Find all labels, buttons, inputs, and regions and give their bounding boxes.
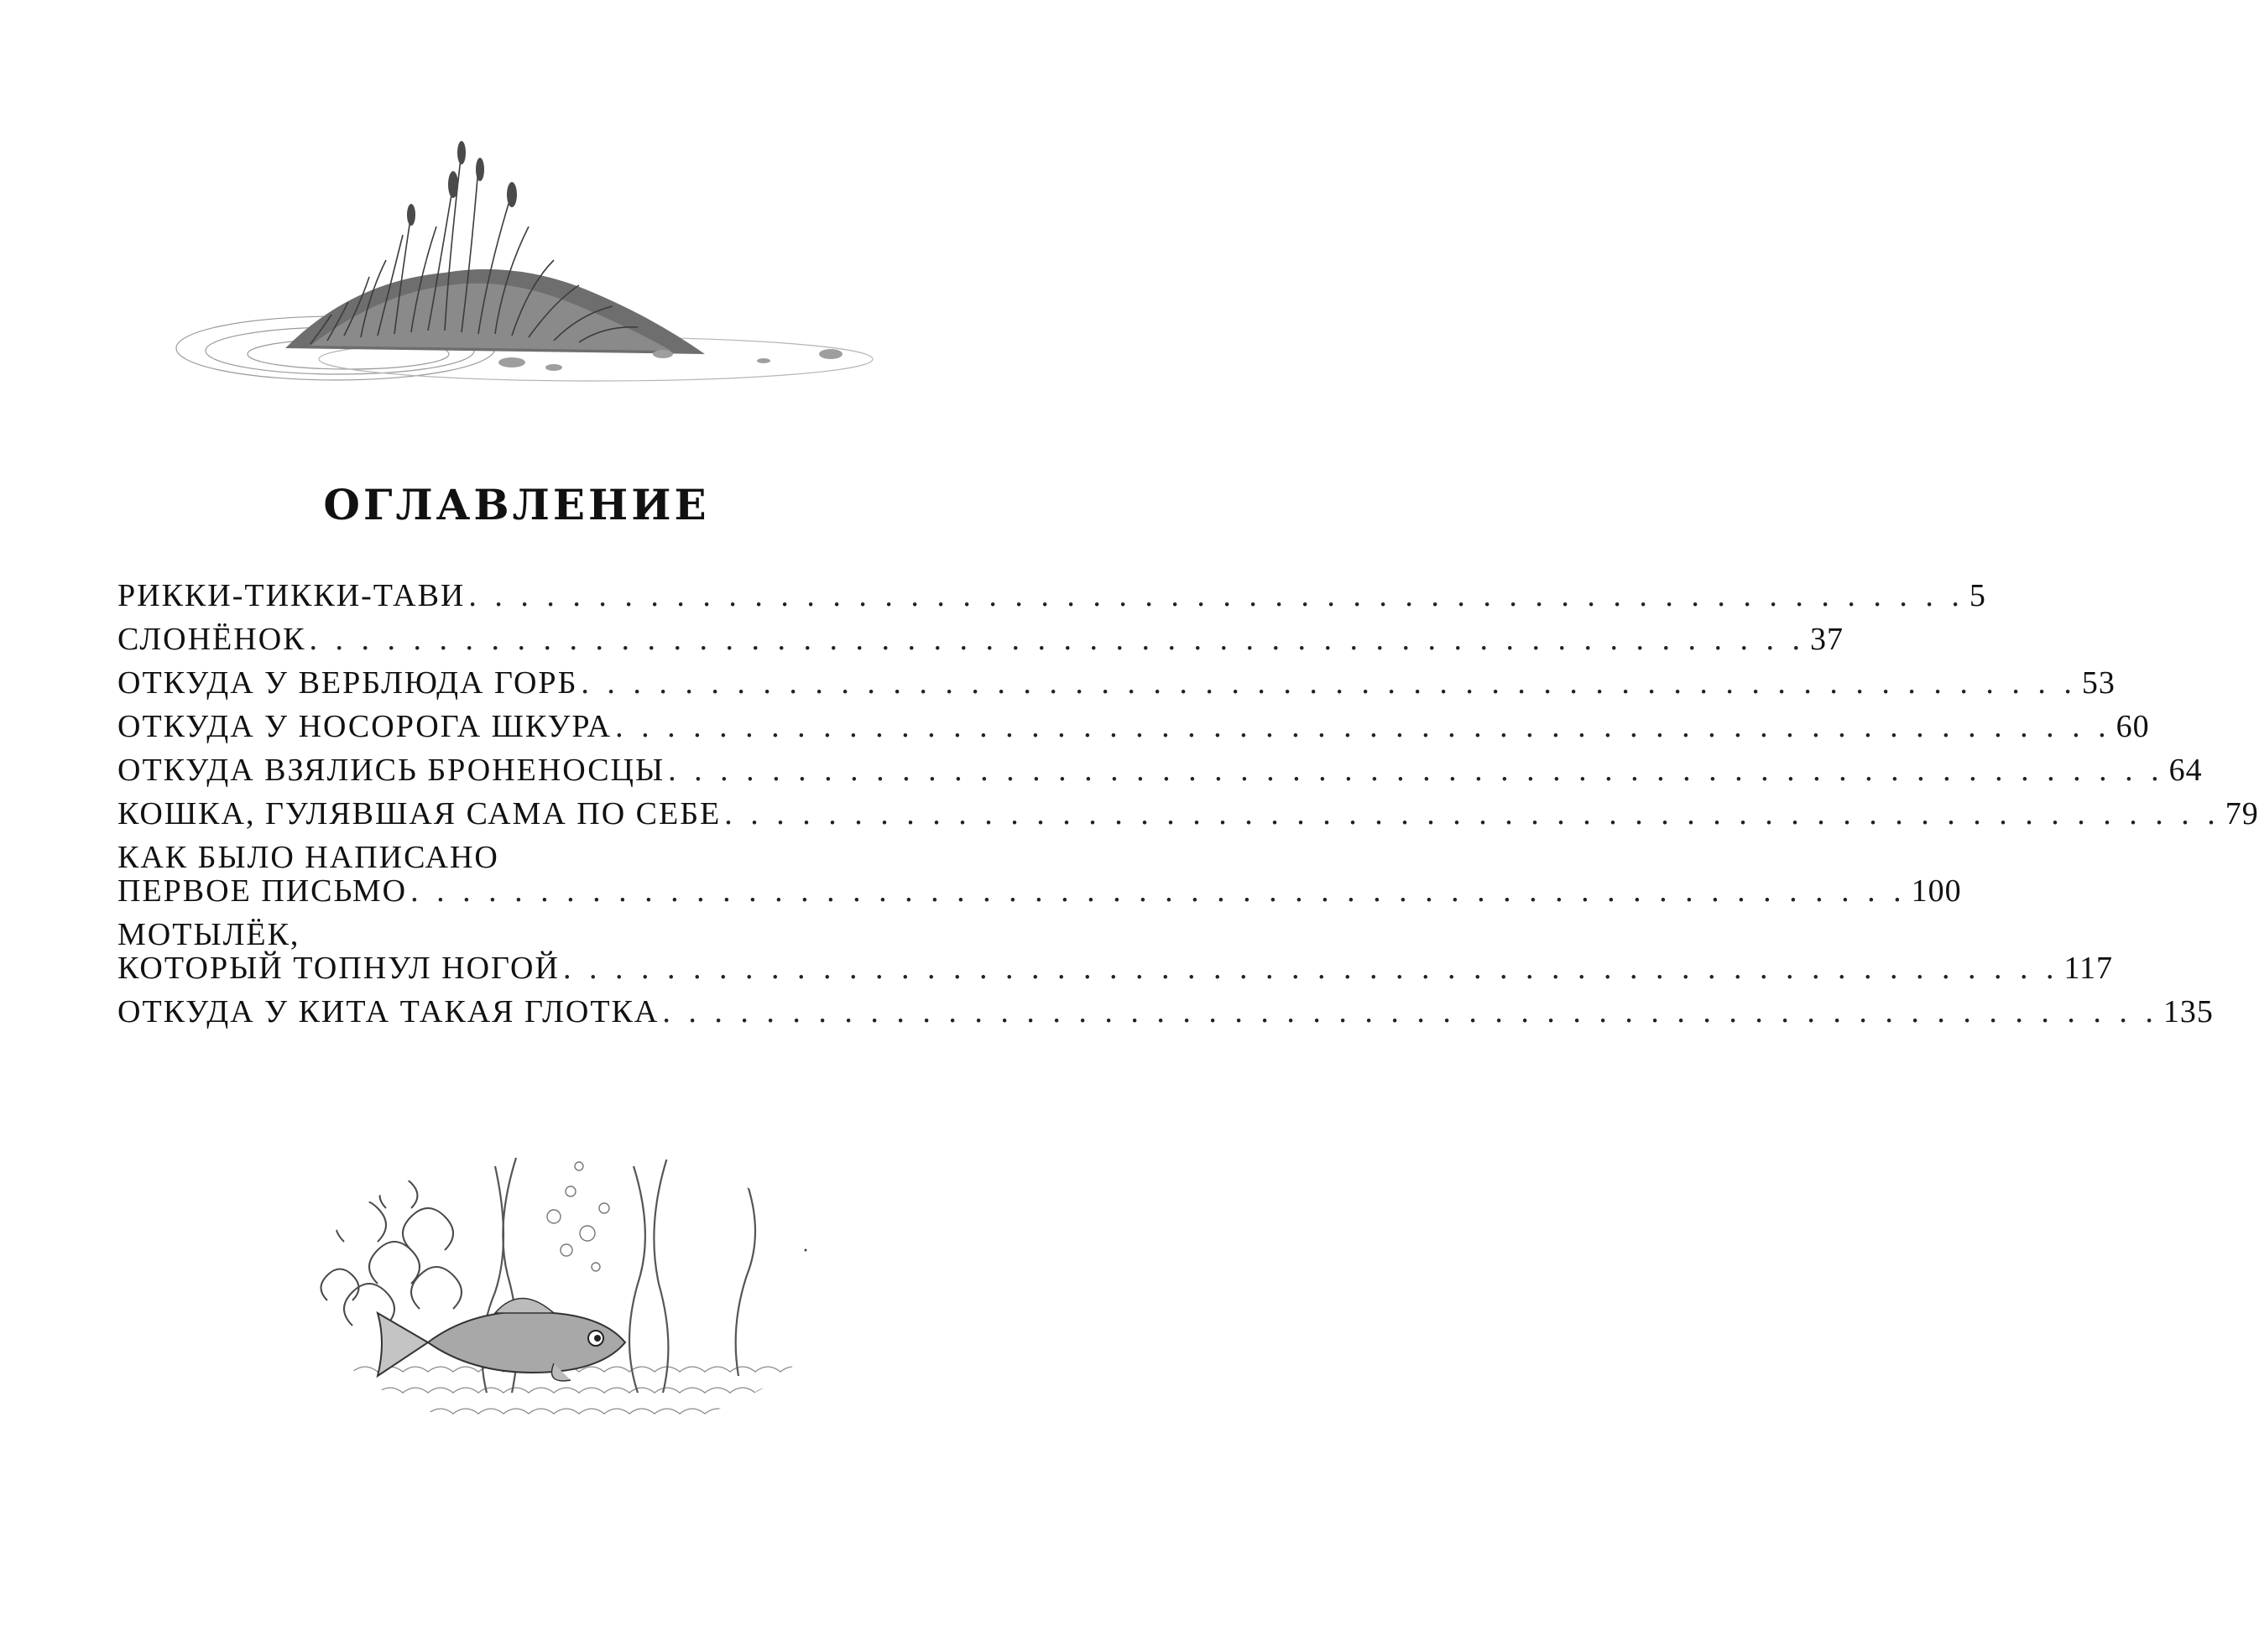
toc-entry-title: ОТКУДА У ВЕРБЛЮДА ГОРБ	[117, 665, 578, 701]
toc-page-number: 117	[2063, 951, 2114, 986]
toc-page-number: 53	[2081, 665, 2116, 701]
toc-entry-title: КОТОРЫЙ ТОПНУЛ НОГОЙ	[117, 951, 560, 986]
toc-page-number: 135	[2162, 994, 2214, 1029]
toc-entry-title: ОТКУДА У НОСОРОГА ШКУРА	[117, 709, 613, 744]
toc-entry-title-line: МОТЫЛЁК,	[117, 917, 300, 952]
dot-leader: . . . . . . . . . . . . . . . . . . . . . . . . . . . . . . . . . . . . . . . . . . . . . . . . . . . . . . . . . .	[410, 873, 1907, 909]
toc-entry-title: ОТКУДА У КИТА ТАКАЯ ГЛОТКА	[117, 994, 660, 1029]
toc-entry	[117, 840, 1962, 909]
toc-entry	[117, 578, 1986, 613]
toc-entry-title: СЛОНЁНОК	[117, 622, 306, 657]
dot-leader: . . . . . . . . . . . . . . . . . . . . . . . . . . . . . . . . . . . . . . . . . . . . . . . . . . . . . . . . . .	[581, 665, 2077, 701]
toc-entry	[117, 622, 1844, 657]
toc-entry	[117, 994, 2214, 1029]
toc-entry-title: РИККИ-ТИККИ-ТАВИ	[117, 578, 466, 613]
toc-entry	[117, 753, 2203, 788]
toc-page-number: 37	[1810, 622, 1844, 657]
fish-seaweed-illustration	[302, 1141, 839, 1443]
table-of-contents	[117, 578, 2259, 1039]
toc-entry	[117, 796, 2259, 831]
toc-entry-title: ПЕРВОЕ ПИСЬМО	[117, 873, 408, 909]
page-title: ОГЛАВЛЕНИЕ	[323, 480, 710, 529]
dot-leader: . . . . . . . . . . . . . . . . . . . . . . . . . . . . . . . . . . . . . . . . . . . . . . . . . . . . . . . . . .	[724, 796, 2220, 831]
dot-leader: . . . . . . . . . . . . . . . . . . . . . . . . . . . . . . . . . . . . . . . . . . . . . . . . . . . . . . . . . .	[309, 622, 1805, 657]
toc-entry-title: ОТКУДА ВЗЯЛИСЬ БРОНЕНОСЦЫ	[117, 753, 665, 788]
grass-island-illustration	[159, 134, 898, 386]
toc-entry-title: КОШКА, ГУЛЯВШАЯ САМА ПО СЕБЕ	[117, 796, 722, 831]
dot-leader: . . . . . . . . . . . . . . . . . . . . . . . . . . . . . . . . . . . . . . . . . . . . . . . . . . . . . . . . . .	[468, 578, 1964, 613]
toc-entry	[117, 709, 2150, 744]
dot-leader: . . . . . . . . . . . . . . . . . . . . . . . . . . . . . . . . . . . . . . . . . . . . . . . . . . . . . . . . . .	[668, 753, 2164, 788]
dot-leader: . . . . . . . . . . . . . . . . . . . . . . . . . . . . . . . . . . . . . . . . . . . . . . . . . . . . . . . . . .	[615, 709, 2111, 744]
toc-page-number: 79	[2225, 796, 2259, 831]
dot-leader: . . . . . . . . . . . . . . . . . . . . . . . . . . . . . . . . . . . . . . . . . . . . . . . . . . . . . . . . . .	[662, 994, 2158, 1029]
toc-page-number: 5	[1969, 578, 1986, 613]
toc-entry	[117, 917, 2114, 986]
toc-page-number: 60	[2116, 709, 2150, 744]
toc-entry-title-line: КАК БЫЛО НАПИСАНО	[117, 840, 499, 875]
toc-page-number: 100	[1911, 873, 1962, 909]
toc-entry	[117, 665, 2116, 701]
toc-page-number: 64	[2168, 753, 2203, 788]
dot-leader: . . . . . . . . . . . . . . . . . . . . . . . . . . . . . . . . . . . . . . . . . . . . . . . . . . . . . . . . . .	[562, 951, 2059, 986]
